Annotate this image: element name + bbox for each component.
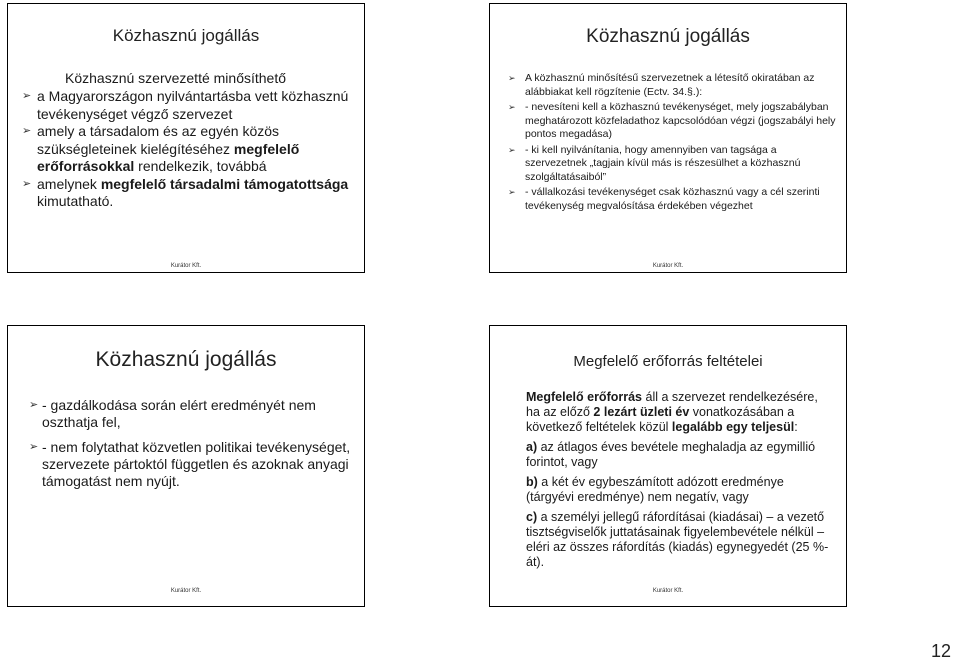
slide-footer: Kurátor Kft. (170, 588, 202, 594)
list-item: ➢ - vállalkozási tevékenységet csak közhasznú vagy a cél szerinti tevékenység megvalósítása érdekében végezhet (508, 186, 820, 212)
slide-3 (7, 325, 365, 607)
arrow-bullet-icon: ➢ (22, 125, 32, 137)
bullet-list (508, 72, 838, 215)
list-item: ➢ - nevesíteni kell a közhasznú tevékenységet, mely jogszabályban meghatározott közfeladathoz kapcsolódóan végzi (jogszabályi hely pontos megadása) (508, 101, 836, 140)
list-item: ➢ - nem folytathat közvetlen politikai tevékenységet, szervezete pártoktól független és azoknak anyagi támogatást nem nyújt. (29, 439, 351, 489)
slide-1 (7, 3, 365, 273)
arrow-bullet-icon: ➢ (508, 73, 516, 83)
intro-paragraph: Megfelelő erőforrás áll a szervezet rendelkezésére, ha az előző 2 lezárt üzleti év vonatkozásában a következő feltételek közül legalább egy teljesül: (526, 390, 818, 434)
slide-title: Közhasznú jogállás (112, 26, 260, 45)
arrow-bullet-icon: ➢ (508, 144, 516, 155)
arrow-bullet-icon: ➢ (22, 177, 32, 190)
slide-title: Közhasznú jogállás (586, 26, 750, 47)
condition-item: b) a két év egybeszámított adózott eredménye (tárgyévi eredménye) nem negatív, vagy (526, 475, 784, 504)
slide-2 (489, 3, 847, 273)
slide-lead: Közhasznú szervezetté minősíthető (65, 70, 287, 86)
arrow-bullet-icon: ➢ (508, 187, 516, 197)
slide-body (526, 390, 831, 575)
list-item: ➢ amelynek megfelelő társadalmi támogatottsága kimutatható. (22, 175, 349, 209)
arrow-bullet-icon: ➢ (22, 90, 32, 102)
condition-item: c) a személyi jellegű ráfordításai (kiadásai) – a vezető tisztségviselők juttatásainak figyelembevétele nélkül – eléri az összes ráfordítás (kiadás) egynegyedét (25 %-át). (526, 510, 829, 569)
bullet-list (22, 88, 357, 211)
bullet-list (29, 397, 359, 498)
arrow-bullet-icon: ➢ (29, 441, 39, 453)
arrow-bullet-icon: ➢ (508, 102, 516, 112)
list-item: ➢ - gazdálkodása során elért eredményét nem oszthatja fel, (29, 397, 316, 430)
slide-footer: Kurátor Kft. (652, 263, 684, 269)
slide-title: Megfelelő erőforrás feltételei (573, 353, 763, 370)
arrow-bullet-icon: ➢ (29, 399, 39, 411)
list-item: ➢ A közhasznú minősítésű szervezetnek a létesítő okiratában az alábbiakat kell rögzítenie (Ectv. 34.§.): (508, 72, 815, 98)
slide-footer: Kurátor Kft. (652, 588, 684, 594)
slide-footer: Kurátor Kft. (170, 263, 202, 269)
slide-title: Közhasznú jogállás (95, 348, 277, 371)
list-item: ➢ amely a társadalom és az egyén közös szükségleteinek kielégítéséhez megfelelő erőforrásokkal rendelkezik, továbbá (22, 123, 300, 174)
page-number: 12 (930, 641, 951, 661)
list-item: ➢ - ki kell nyilvánítania, hogy amennyiben van tagsága a szervezetnek „tagjain kívül más is részesülhet a közhasznú szolgáltatásaiból” (508, 143, 801, 183)
condition-item: a) az átlagos éves bevétele meghaladja az egymillió forintot, vagy (526, 440, 816, 469)
list-item: ➢ a Magyarországon nyilvántartásba vett közhasznú tevékenységet végző szervezet (22, 88, 349, 122)
slide-4 (489, 325, 847, 607)
